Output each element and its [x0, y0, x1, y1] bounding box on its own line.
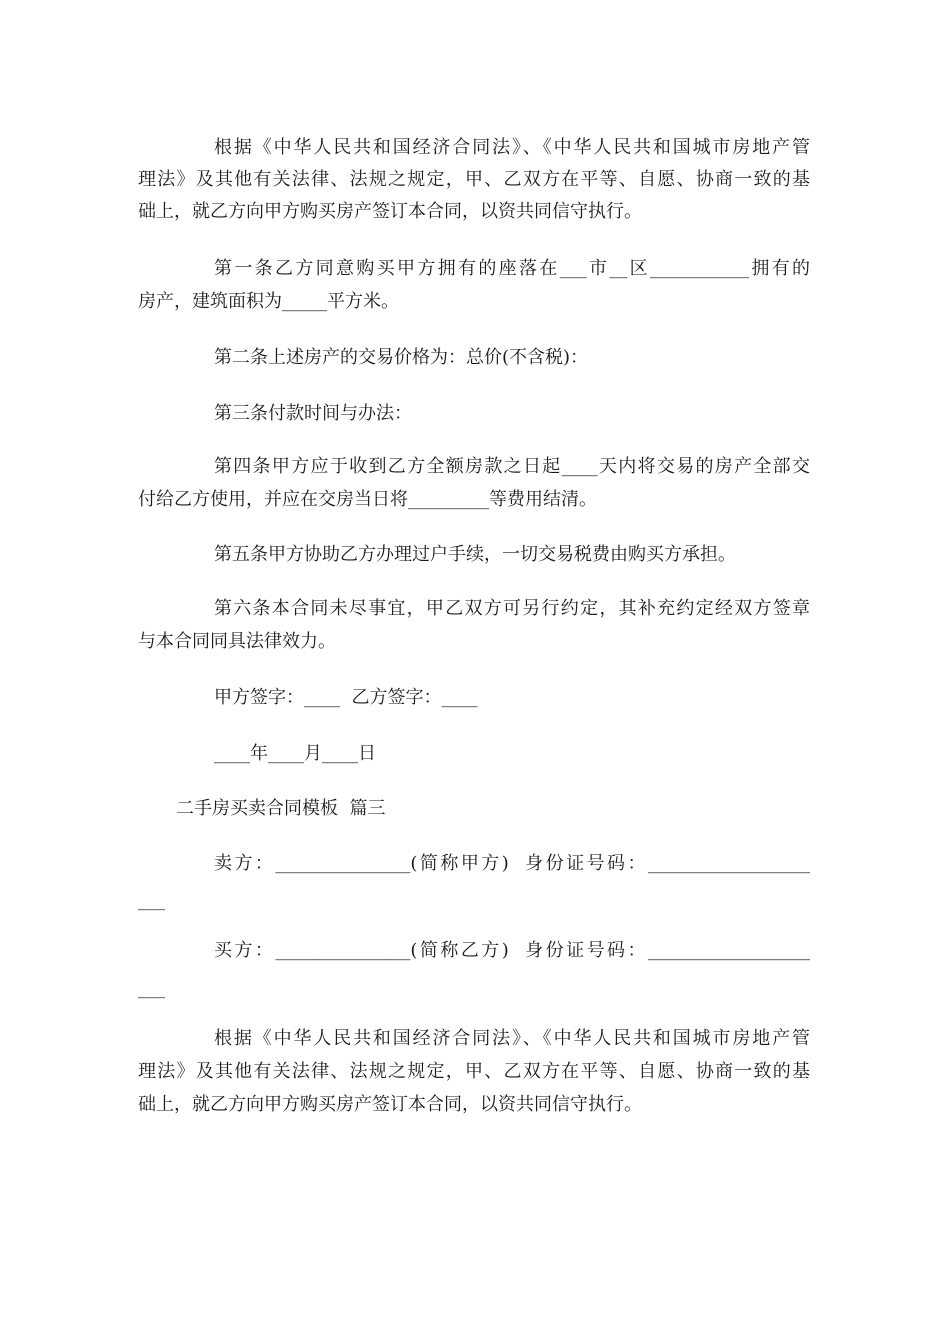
para1-line-1: 根据《中华人民共和国经济合同法》、《中华人民共和国城市房地产管 — [214, 137, 810, 158]
article1-line-2: 房产，建筑面积为_____平方米。 — [138, 291, 399, 312]
para2-line-2: 理法》及其他有关法律、法规之规定，甲、乙双方在平等、自愿、协商一致的基 — [138, 1061, 810, 1082]
article3: 第三条付款时间与办法： — [214, 403, 412, 424]
article5: 第五条甲方协助乙方办理过户手续，一切交易税费由购买方承担。 — [214, 544, 736, 565]
para2-line-1: 根据《中华人民共和国经济合同法》、《中华人民共和国城市房地产管 — [214, 1028, 810, 1049]
buyer-line-2: ___ — [138, 978, 165, 999]
article2: 第二条上述房产的交易价格为：总价(不含税)： — [214, 347, 589, 368]
seller-line-2: ___ — [138, 890, 165, 911]
section-title: 二手房买卖合同模板 篇三 — [176, 798, 386, 819]
article1-line-1: 第一条乙方同意购买甲方拥有的座落在___市__区___________拥有的 — [214, 258, 810, 279]
para1-line-2: 理法》及其他有关法律、法规之规定，甲、乙双方在平等、自愿、协商一致的基 — [138, 169, 810, 190]
seller-line-1: 卖方：_______________(简称甲方) 身份证号码：__________________ — [214, 853, 810, 874]
signature-line: 甲方签字：____ 乙方签字：____ — [214, 687, 478, 708]
article4-line-2: 付给乙方使用，并应在交房当日将_________等费用结清。 — [138, 489, 597, 510]
para2-line-3: 础上，就乙方向甲方购买房产签订本合同，以资共同信守执行。 — [138, 1094, 642, 1115]
article6-line-1: 第六条本合同未尽事宜，甲乙双方可另行约定，其补充约定经双方签章 — [214, 598, 810, 619]
article6-line-2: 与本合同同具法律效力。 — [138, 631, 336, 652]
article4-line-1: 第四条甲方应于收到乙方全额房款之日起____天内将交易的房产全部交 — [214, 456, 810, 477]
para1-line-3: 础上，就乙方向甲方购买房产签订本合同，以资共同信守执行。 — [138, 201, 642, 222]
date-line: ____年____月____日 — [214, 743, 376, 764]
buyer-line-1: 买方：_______________(简称乙方) 身份证号码：__________________ — [214, 940, 810, 961]
